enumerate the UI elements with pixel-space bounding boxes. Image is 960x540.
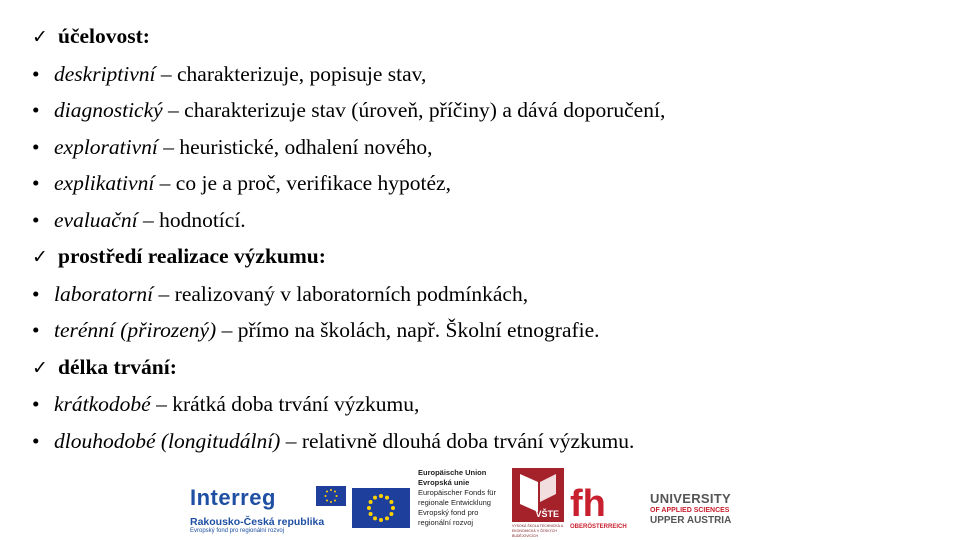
vste-logo (512, 468, 564, 538)
interreg-brand: Interreg (190, 485, 276, 510)
item-description: – realizovaný v laboratorních podmínkách, (153, 281, 529, 306)
eu-flag-icon (352, 488, 410, 528)
section-heading (32, 349, 942, 387)
checkmark-icon: ✓ (32, 356, 48, 379)
bullet-icon: • (32, 61, 40, 86)
item-description: – charakterizuje stav (úroveň, příčiny) a dává doporučení, (162, 98, 666, 122)
bullet-icon: • (32, 171, 40, 195)
eu-line: regionale Entwicklung (418, 498, 491, 507)
vste-label: VŠTE (535, 509, 559, 519)
bullet-icon: • (32, 392, 40, 416)
item-term: dlouhodobé (longitudální) (54, 428, 281, 453)
list-item (32, 92, 942, 129)
item-term: evaluační (54, 207, 138, 232)
bullet-icon: • (32, 207, 40, 232)
uni-line-1: UNIVERSITY (650, 491, 732, 506)
eu-line: regionální rozvoj (418, 518, 474, 527)
list-item (32, 276, 942, 313)
fh-mark: fh (570, 483, 606, 525)
eu-fund-text (418, 468, 510, 528)
section-heading (32, 238, 942, 276)
uni-line-2: OF APPLIED SCIENCES (650, 507, 730, 514)
heading-text: délka trvání: (58, 354, 177, 379)
item-description: – hodnotící. (137, 207, 246, 232)
slide-body (32, 18, 942, 459)
item-description: – relativně dlouhá doba trvání výzkumu. (280, 428, 635, 453)
bullet-icon: • (32, 281, 40, 306)
uni-line-3: UPPER AUSTRIA (650, 515, 732, 526)
item-description: – heuristické, odhalení nového, (157, 134, 433, 159)
fh-logo (570, 484, 646, 534)
checkmark-icon: ✓ (32, 26, 48, 48)
eu-line: Europäische Union (418, 468, 487, 477)
list-item (32, 202, 942, 239)
list-item (32, 386, 942, 423)
interreg-region: Rakousko-Česká republika (190, 516, 325, 528)
checkmark-icon: ✓ (32, 246, 48, 268)
interreg-subtitle: Evropský fond pro regionální rozvoj (190, 528, 285, 534)
eu-line: Europäischer Fonds für (418, 488, 496, 497)
item-term: explorativní (54, 134, 158, 159)
vste-subtitle: VYSOKÁ ŠKOLA TECHNICKÁ A EKONOMICKÁ V ČESKÝCH BUDĚJOVICÍCH (512, 524, 563, 538)
item-term: krátkodobé (54, 392, 151, 416)
eu-line: Evropský fond pro (418, 508, 479, 517)
partner-logos (0, 462, 960, 540)
university-logo-text (650, 492, 750, 527)
eu-line: Evropská unie (418, 478, 470, 487)
list-item (32, 423, 942, 460)
bullet-icon: • (32, 428, 40, 453)
bullet-icon: • (32, 318, 40, 342)
item-description: – co je a proč, verifikace hypotéz, (154, 171, 451, 195)
item-term: terénní (přirozený) (54, 318, 217, 342)
item-term: deskriptivní (54, 61, 156, 86)
eu-flag-small-icon (316, 486, 346, 506)
heading-text: účelovost: (58, 24, 150, 48)
bullet-icon: • (32, 134, 40, 159)
list-item (32, 165, 942, 202)
item-term: laboratorní (54, 281, 154, 306)
fh-name: OBERÖSTERREICH (570, 524, 627, 530)
vste-emblem-icon (512, 468, 564, 522)
list-item (32, 312, 942, 349)
section-heading (32, 18, 942, 56)
item-description: – charakterizuje, popisuje stav, (155, 61, 427, 86)
item-term: diagnostický (54, 98, 163, 122)
list-item (32, 56, 942, 93)
item-term: explikativní (54, 171, 155, 195)
list-item (32, 129, 942, 166)
item-description: – krátká doba trvání výzkumu, (150, 392, 420, 416)
bullet-icon: • (32, 98, 40, 122)
item-description: – přímo na školách, např. Školní etnografie. (216, 318, 600, 342)
heading-text: prostředí realizace výzkumu: (58, 244, 326, 268)
